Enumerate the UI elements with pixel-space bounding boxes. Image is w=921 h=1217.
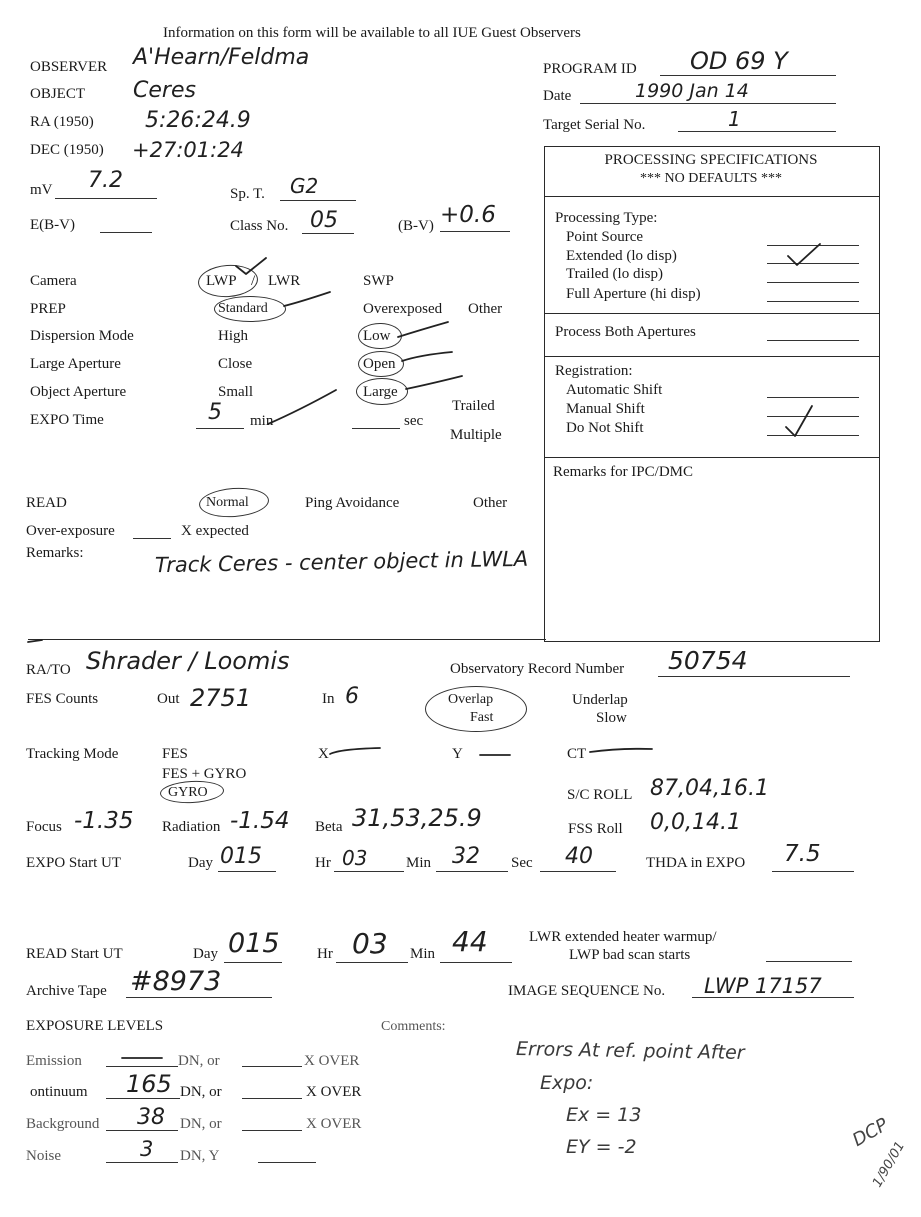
automatic-shift-option[interactable]: Automatic Shift: [566, 382, 663, 398]
full-aperture-option[interactable]: Full Aperture (hi disp): [566, 286, 701, 302]
beta-value[interactable]: 31,53,25.9: [352, 804, 482, 832]
do-not-shift-option[interactable]: Do Not Shift: [566, 420, 644, 436]
background-value[interactable]: 38: [137, 1105, 165, 1130]
noise-label: Noise: [26, 1148, 61, 1164]
camera-label: Camera: [30, 273, 77, 289]
large-check-stroke: [406, 376, 462, 389]
processing-subtitle: *** NO DEFAULTS ***: [640, 171, 782, 186]
camera-lwr[interactable]: LWR: [268, 273, 301, 289]
lwr-line2: LWP bad scan starts: [569, 947, 691, 963]
expo-label: EXPO Time: [30, 412, 104, 428]
do-not-shift-check-icon: [786, 406, 812, 436]
classno-label: Class No.: [230, 218, 289, 234]
expostart-label: EXPO Start UT: [26, 855, 121, 871]
read-ping[interactable]: Ping Avoidance: [305, 495, 400, 511]
program-value[interactable]: OD 69 Y: [690, 47, 788, 75]
comment-line-2[interactable]: Expo:: [540, 1072, 594, 1094]
comments-label: Comments:: [381, 1019, 446, 1034]
expo-multiple[interactable]: Multiple: [450, 427, 502, 443]
bv-label: (B-V): [398, 218, 434, 234]
camera-sep: /: [251, 273, 256, 289]
tracking-ct: CT: [567, 746, 587, 762]
observer-value[interactable]: A'Hearn/Feldma: [133, 45, 310, 70]
expostart-sec-label: Sec: [511, 855, 533, 871]
initials-date: 1/90/01: [870, 1139, 909, 1190]
obsrec-value[interactable]: 50754: [668, 646, 748, 675]
extended-option[interactable]: Extended (lo disp): [566, 248, 677, 264]
radiation-value[interactable]: -1.54: [230, 808, 290, 834]
fes-slow[interactable]: Slow: [596, 710, 627, 726]
expo-value[interactable]: 5: [208, 400, 222, 425]
fssroll-value[interactable]: 0,0,14.1: [650, 810, 741, 835]
continuum-dn: DN, or: [180, 1084, 222, 1100]
observer-label: OBSERVER: [30, 59, 108, 75]
overexposure-label: Over-exposure: [26, 523, 115, 539]
dispersion-low[interactable]: Low: [363, 328, 391, 344]
open-check-stroke: [402, 352, 452, 361]
readstart-label: READ Start UT: [26, 946, 123, 962]
continuum-label: ontinuum: [30, 1084, 88, 1100]
prep-label: PREP: [30, 301, 66, 317]
trailed-option[interactable]: Trailed (lo disp): [566, 266, 663, 282]
expostart-hr[interactable]: 03: [342, 846, 368, 870]
serial-value[interactable]: 1: [728, 107, 741, 131]
beta-label: Beta: [315, 819, 343, 835]
fes-in-value[interactable]: 6: [345, 684, 359, 709]
prep-check-stroke: [284, 292, 330, 306]
expo-min: min: [250, 413, 274, 429]
readstart-hr[interactable]: 03: [352, 927, 388, 960]
tracking-gyro[interactable]: GYRO: [168, 785, 208, 800]
camera-swp[interactable]: SWP: [363, 273, 394, 289]
fes-overlap[interactable]: Overlap: [448, 692, 494, 707]
dec-label: DEC (1950): [30, 142, 104, 158]
tracking-label: Tracking Mode: [26, 746, 119, 762]
prep-standard[interactable]: Standard: [218, 301, 268, 316]
margin-mark: [28, 640, 42, 642]
noise-value[interactable]: 3: [140, 1137, 154, 1161]
lwr-line1: LWR extended heater warmup/: [529, 929, 717, 945]
remarks-value[interactable]: Track Ceres - center object in LWLA: [154, 546, 529, 578]
large-close[interactable]: Close: [218, 356, 253, 372]
read-normal[interactable]: Normal: [206, 495, 249, 510]
large-open[interactable]: Open: [363, 356, 396, 372]
fes-fast[interactable]: Fast: [470, 710, 494, 725]
point-source-option[interactable]: Point Source: [566, 229, 644, 245]
manual-shift-option[interactable]: Manual Shift: [566, 401, 645, 417]
rato-label: RA/TO: [26, 662, 71, 678]
tracking-x: X: [318, 746, 329, 762]
form-header: Information on this form will be available to all IUE Guest Observers: [163, 25, 581, 41]
processing-type-label: Processing Type:: [555, 210, 658, 226]
readstart-day-label: Day: [193, 946, 218, 962]
fes-label: FES Counts: [26, 691, 99, 707]
tracking-fesgyro[interactable]: FES + GYRO: [162, 766, 247, 782]
comment-line-3[interactable]: Ex = 13: [566, 1104, 642, 1126]
large-aperture-label: Large Aperture: [30, 356, 121, 372]
dec-value[interactable]: +27:01:24: [132, 138, 244, 162]
dispersion-label: Dispersion Mode: [30, 328, 134, 344]
remarks-label: Remarks:: [26, 545, 84, 561]
date-label: Date: [543, 88, 572, 104]
noise-dn: DN, Y: [180, 1148, 220, 1164]
tracking-ct-stroke: [590, 749, 652, 752]
program-label: PROGRAM ID: [543, 61, 637, 77]
fssroll-label: FSS Roll: [568, 821, 623, 837]
classno-value[interactable]: 05: [310, 208, 338, 233]
expo-check-stroke: [268, 390, 336, 424]
imgseq-label: IMAGE SEQUENCE No.: [508, 983, 666, 999]
ra-value[interactable]: 5:26:24.9: [145, 108, 251, 133]
ra-label: RA (1950): [30, 114, 94, 130]
levels-label: EXPOSURE LEVELS: [26, 1018, 164, 1034]
objap-small[interactable]: Small: [218, 384, 254, 400]
ebv-label: E(B-V): [30, 217, 75, 233]
expostart-sec[interactable]: 40: [565, 844, 593, 869]
expostart-hr-label: Hr: [315, 855, 331, 871]
scroll-label: S/C ROLL: [567, 787, 633, 803]
readstart-min-label: Min: [410, 946, 436, 962]
comment-line-1[interactable]: Errors At ref. point After: [515, 1038, 745, 1064]
fes-in-label: In: [322, 691, 335, 707]
remarks-ipc-label: Remarks for IPC/DMC: [553, 464, 693, 480]
rato-value[interactable]: Shrader / Loomis: [86, 647, 290, 675]
comment-line-4[interactable]: EY = -2: [566, 1136, 637, 1158]
fes-out-value[interactable]: 2751: [190, 684, 252, 712]
obsrec-label: Observatory Record Number: [450, 661, 625, 677]
serial-label: Target Serial No.: [543, 117, 646, 133]
readstart-day[interactable]: 015: [228, 928, 280, 959]
spt-label: Sp. T.: [230, 186, 265, 202]
background-x: X OVER: [306, 1116, 362, 1132]
emission-label: Emission: [26, 1053, 82, 1069]
prep-other[interactable]: Other: [468, 301, 503, 317]
imgseq-value[interactable]: LWP 17157: [704, 974, 822, 998]
mv-label: mV: [30, 182, 53, 198]
scroll-value[interactable]: 87,04,16.1: [650, 776, 769, 801]
focus-label: Focus: [26, 819, 62, 835]
object-aperture-label: Object Aperture: [30, 384, 127, 400]
mv-value[interactable]: 7.2: [88, 168, 123, 193]
prep-overexposed[interactable]: Overexposed: [363, 301, 443, 317]
expostart-day[interactable]: 015: [220, 844, 262, 869]
expo-sec: sec: [404, 413, 424, 429]
readstart-hr-label: Hr: [317, 946, 333, 962]
overexposure-x: X expected: [181, 523, 249, 539]
emission-x: X OVER: [304, 1053, 360, 1069]
tracking-y: Y: [452, 746, 463, 762]
tracking-fes[interactable]: FES: [162, 746, 188, 762]
thda-value[interactable]: 7.5: [784, 841, 821, 867]
tracking-x-stroke: [330, 748, 380, 754]
radiation-label: Radiation: [162, 819, 221, 835]
expo-trailed[interactable]: Trailed: [452, 398, 495, 414]
expostart-min-label: Min: [406, 855, 432, 871]
initials-mark: DCP: [848, 1114, 892, 1151]
camera-lwp[interactable]: LWP: [206, 273, 237, 289]
expostart-day-label: Day: [188, 855, 213, 871]
low-check-stroke: [398, 322, 448, 337]
background-dn: DN, or: [180, 1116, 222, 1132]
processing-title: PROCESSING SPECIFICATIONS: [604, 152, 818, 168]
camera-check-icon: [236, 258, 266, 274]
read-label: READ: [26, 495, 67, 511]
object-label: OBJECT: [30, 86, 86, 102]
fes-underlap[interactable]: Underlap: [572, 692, 628, 708]
objap-large[interactable]: Large: [363, 384, 398, 400]
expostart-min[interactable]: 32: [452, 844, 480, 869]
archive-label: Archive Tape: [26, 983, 107, 999]
thda-label: THDA in EXPO: [646, 855, 746, 871]
registration-label: Registration:: [555, 363, 633, 379]
continuum-value[interactable]: 165: [126, 1070, 172, 1098]
read-other[interactable]: Other: [473, 495, 508, 511]
emission-dn: DN, or: [178, 1053, 220, 1069]
archive-value[interactable]: #8973: [130, 966, 222, 997]
date-value[interactable]: 1990 Jan 14: [635, 80, 749, 102]
readstart-min[interactable]: 44: [452, 925, 488, 958]
object-value[interactable]: Ceres: [133, 78, 196, 103]
focus-value[interactable]: -1.35: [74, 808, 134, 834]
extended-check-icon: [788, 244, 820, 265]
background-label: Background: [26, 1116, 100, 1132]
dispersion-high[interactable]: High: [218, 328, 248, 344]
fes-out-label: Out: [157, 691, 180, 707]
continuum-x: X OVER: [306, 1084, 362, 1100]
both-apertures-option[interactable]: Process Both Apertures: [555, 324, 696, 340]
bv-value[interactable]: +0.6: [440, 202, 496, 228]
spt-value[interactable]: G2: [290, 174, 319, 198]
